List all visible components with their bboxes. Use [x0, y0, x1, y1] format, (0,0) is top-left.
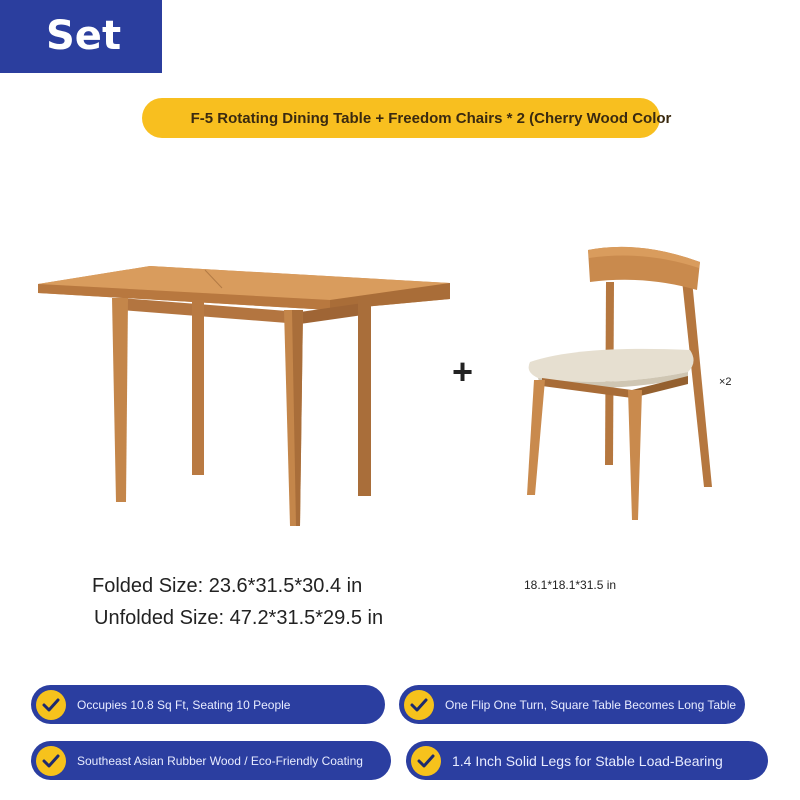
feature-text: One Flip One Turn, Square Table Becomes Long Table	[445, 697, 737, 712]
feature-badge	[31, 685, 385, 724]
product-title: F-5 Rotating Dining Table + Freedom Chairs * 2 (Cherry Wood Color	[190, 109, 672, 127]
folded-size: Folded Size: 23.6*31.5*30.4 in	[92, 575, 363, 597]
check-icon	[36, 746, 66, 776]
feature-text: Occupies 10.8 Sq Ft, Seating 10 People	[77, 697, 291, 712]
plus-icon: +	[452, 351, 474, 392]
feature-badge	[399, 685, 745, 724]
feature-text: 1.4 Inch Solid Legs for Stable Load-Bearing	[452, 752, 723, 769]
check-icon	[411, 746, 441, 776]
feature-text: Southeast Asian Rubber Wood / Eco-Friendly Coating	[77, 753, 363, 768]
chair-image	[527, 247, 712, 520]
chair-size: 18.1*18.1*31.5 in	[524, 578, 617, 592]
chair-quantity: ×2	[719, 376, 732, 388]
check-icon	[404, 690, 434, 720]
set-badge-label: Set	[46, 13, 122, 59]
dining-table-image	[38, 266, 450, 526]
feature-badge	[31, 741, 391, 780]
unfolded-size: Unfolded Size: 47.2*31.5*29.5 in	[94, 607, 384, 629]
feature-badge	[406, 741, 768, 780]
check-icon	[36, 690, 66, 720]
